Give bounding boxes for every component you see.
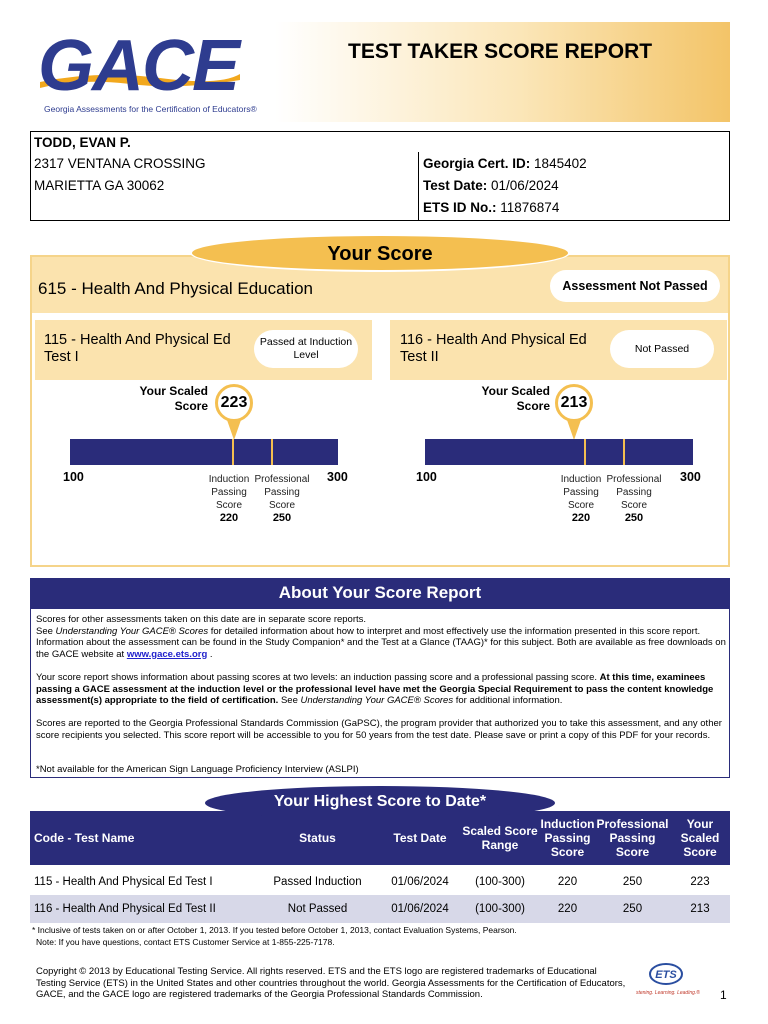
col-test-date: Test Date bbox=[380, 811, 460, 867]
test-2-score-bubble: 213 bbox=[555, 384, 593, 422]
gace-website-link[interactable]: www.gace.ets.org bbox=[126, 648, 208, 660]
test-1-professional-value: 250 bbox=[272, 512, 292, 524]
test-2-professional-label: Professional Passing Score bbox=[606, 474, 662, 511]
ets-tagline: Listening. Learning. Leading.® bbox=[636, 990, 700, 996]
cell-test-name: 116 - Health And Physical Ed Test II bbox=[30, 895, 255, 923]
col-scaled-range: Scaled Score Range bbox=[460, 811, 540, 867]
ets-logo-text: ETS bbox=[655, 969, 677, 981]
test-1-score-bubble: 223 bbox=[215, 384, 253, 422]
report-title: TEST TAKER SCORE REPORT bbox=[348, 40, 653, 63]
about-paragraph-4: *Not available for the American Sign Language Proficiency Interview (ASLPI) bbox=[36, 764, 359, 775]
table-footnote: * Inclusive of tests taken on or after October 1, 2013. If you tested before October 1, 2013, contact Evaluation Systems, Pearson. bbox=[32, 925, 517, 935]
about-p1-end: . bbox=[207, 648, 213, 660]
test-2-professional-tick bbox=[623, 439, 625, 465]
test-date-value: 01/06/2024 bbox=[491, 178, 559, 193]
cert-id-label: Georgia Cert. ID: bbox=[423, 156, 531, 171]
test-1-scaled-label: Your Scaled Score bbox=[139, 384, 208, 413]
your-score-heading: Your Score bbox=[190, 234, 570, 272]
test-1-scale-max: 300 bbox=[327, 470, 348, 484]
test-1-status-badge: Passed at Induction Level bbox=[254, 330, 358, 368]
about-paragraph-3: Scores are reported to the Georgia Professional Standards Commission (GaPSC), the program provider that authorized you to take this assessment, and any other score recipients you selected. This score report will be accessible to you for 50 years from the test date. Please save or print a copy of this PDF for your records. bbox=[36, 718, 722, 741]
cert-id-value: 1845402 bbox=[534, 156, 587, 171]
cell-status: Passed Induction bbox=[255, 867, 380, 895]
candidate-divider bbox=[418, 152, 419, 221]
test-1-professional-tick bbox=[271, 439, 273, 465]
test-1-induction-tick bbox=[232, 439, 234, 465]
ets-logo-icon bbox=[636, 962, 706, 996]
table-row bbox=[30, 895, 730, 923]
cell-test-name: 115 - Health And Physical Ed Test I bbox=[30, 867, 255, 895]
about-p1-line1: Scores for other assessments taken on this date are in separate score reports. bbox=[36, 614, 367, 625]
cell-range: (100-300) bbox=[460, 895, 540, 923]
about-paragraph-2 bbox=[36, 672, 726, 707]
col-induction: Induction Passing Score bbox=[540, 811, 595, 867]
test-2-professional-value: 250 bbox=[624, 512, 644, 524]
col-your-score: Your Scaled Score bbox=[670, 811, 730, 867]
ets-id-value: 11876874 bbox=[500, 200, 560, 215]
test-2-scale-min: 100 bbox=[416, 470, 437, 484]
cell-status: Not Passed bbox=[255, 895, 380, 923]
cell-professional: 250 bbox=[595, 867, 670, 895]
cell-test-date: 01/06/2024 bbox=[380, 867, 460, 895]
test-2-score-pointer bbox=[567, 420, 581, 440]
col-professional: Professional Passing Score bbox=[595, 811, 670, 867]
gace-logo: GACE bbox=[38, 26, 239, 106]
cell-professional: 250 bbox=[595, 895, 670, 923]
highest-score-heading: Your Highest Score to Date* bbox=[205, 786, 555, 820]
highest-score-table bbox=[30, 811, 730, 923]
candidate-name: TODD, EVAN P. bbox=[34, 135, 131, 150]
cell-score: 213 bbox=[670, 895, 730, 923]
address-line-2: MARIETTA GA 30062 bbox=[34, 178, 165, 193]
test-2-scaled-label: Your Scaled Score bbox=[481, 384, 550, 413]
about-p1-text: for detailed information about how to interpret and most effectively use the information presented in this score report. Information about the assessment can be found in the Study Companion* and the Test at a Glance (TAAG)* for this subject. Both are available as free downloads on the GACE website at bbox=[36, 625, 726, 660]
about-p1-guide: Understanding Your GACE® Scores bbox=[55, 625, 209, 637]
test-2-induction-label: Induction Passing Score bbox=[560, 474, 602, 511]
test-2-title: 116 - Health And Physical Ed Test II bbox=[400, 332, 587, 365]
test-1-title: 115 - Health And Physical Ed Test I bbox=[44, 332, 231, 365]
ets-id-label: ETS ID No.: bbox=[423, 200, 497, 215]
ets-id-row bbox=[423, 200, 559, 215]
address-line-1: 2317 VENTANA CROSSING bbox=[34, 156, 206, 171]
test-1-score-pointer bbox=[227, 420, 241, 440]
about-p2-see: See bbox=[278, 695, 301, 706]
cell-test-date: 01/06/2024 bbox=[380, 895, 460, 923]
cell-induction: 220 bbox=[540, 867, 595, 895]
col-code-test-name: Code - Test Name bbox=[30, 811, 255, 867]
assessment-name: 615 - Health And Physical Education bbox=[38, 279, 314, 298]
ets-logo bbox=[636, 962, 706, 996]
about-heading: About Your Score Report bbox=[30, 578, 730, 608]
test-1-score-bar bbox=[70, 439, 338, 465]
test-2-induction-value: 220 bbox=[571, 512, 591, 524]
about-paragraph-1 bbox=[36, 614, 726, 660]
test-1-scale-min: 100 bbox=[63, 470, 84, 484]
candidate-info-box bbox=[30, 131, 730, 221]
test-1-induction-value: 220 bbox=[219, 512, 239, 524]
logo-tagline: Georgia Assessments for the Certification of Educators® bbox=[44, 104, 257, 114]
test-2-status-badge: Not Passed bbox=[610, 330, 714, 368]
test-2-induction-tick bbox=[584, 439, 586, 465]
customer-service-note: Note: If you have questions, contact ETS Customer Service at 1-855-225-7178. bbox=[36, 937, 335, 947]
about-p1-see: See bbox=[36, 625, 56, 637]
test-2-score-bar bbox=[425, 439, 693, 465]
test-2-scale-max: 300 bbox=[680, 470, 701, 484]
cell-score: 223 bbox=[670, 867, 730, 895]
about-p2-guide: Understanding Your GACE® Scores bbox=[300, 695, 454, 706]
cert-id-row bbox=[423, 156, 587, 171]
page-number: 1 bbox=[720, 988, 727, 1002]
test-date-row bbox=[423, 178, 559, 193]
about-p2-text: Your score report shows information about passing scores at two levels: an induction passing score and a professional passing score. bbox=[36, 672, 600, 683]
test-date-label: Test Date: bbox=[423, 178, 488, 193]
cell-range: (100-300) bbox=[460, 867, 540, 895]
test-1-professional-label: Professional Passing Score bbox=[254, 474, 310, 511]
col-status: Status bbox=[255, 811, 380, 867]
cell-induction: 220 bbox=[540, 895, 595, 923]
copyright-text: Copyright © 2013 by Educational Testing Service. All rights reserved. ETS and the ETS logo are registered trademarks of Educational Testing Service (ETS) in the United States and other countries throughout the world. Georgia Assessments for the Certification of Educators, GACE, and the GACE logo are registered trademarks of the Georgia Professional Standards Commission. bbox=[36, 966, 626, 1000]
table-row bbox=[30, 867, 730, 895]
about-p2-bold: At this time, examinees passing a GACE assessment at the induction level or the professional level have met the Georgia Special Requirement to pass the content knowledge assessment(s) appropriate to the field of certification. bbox=[36, 672, 714, 706]
assessment-status-badge: Assessment Not Passed bbox=[550, 270, 720, 302]
about-p2-end: for additional information. bbox=[453, 695, 563, 706]
test-1-induction-label: Induction Passing Score bbox=[208, 474, 250, 511]
